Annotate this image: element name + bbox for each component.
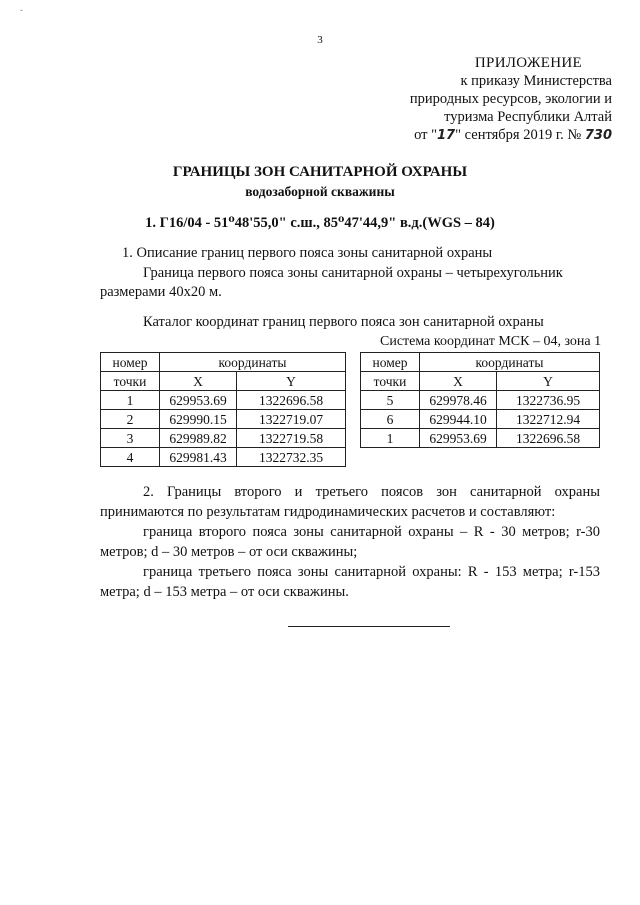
document-title: ГРАНИЦЫ ЗОН САНИТАРНОЙ ОХРАНЫ bbox=[172, 164, 468, 180]
cell-y: 1322719.07 bbox=[237, 410, 346, 429]
section2-para-3: граница третьего пояса зоны санитарной охраны: R - 153 метра; r-153 метра; d – 153 метра – от оси скважины. bbox=[100, 564, 600, 600]
header-point-top: номер bbox=[101, 353, 160, 372]
coordinates-table-left bbox=[100, 352, 346, 467]
date-middle: " сентября 2019 г. № bbox=[455, 127, 582, 143]
cell-x: 629990.15 bbox=[160, 410, 237, 429]
section1-line-1: Граница первого пояса зоны санитарной охраны – четырехугольник bbox=[143, 265, 563, 281]
header-point-top: номер bbox=[361, 353, 420, 372]
catalog-title: Каталог координат границ первого пояса зон санитарной охраны bbox=[143, 314, 544, 330]
table-row bbox=[101, 391, 346, 410]
table-row bbox=[361, 391, 600, 410]
handwritten-day: 17 bbox=[437, 128, 456, 143]
cell-point: 6 bbox=[361, 410, 420, 429]
cell-x: 629953.69 bbox=[420, 429, 497, 448]
cell-point: 1 bbox=[361, 429, 420, 448]
cell-y: 1322719.58 bbox=[237, 429, 346, 448]
table-row bbox=[361, 429, 600, 448]
header-y: Y bbox=[497, 372, 600, 391]
corner-mark: ˇ bbox=[20, 8, 23, 18]
header-y: Y bbox=[237, 372, 346, 391]
cell-y: 1322696.58 bbox=[237, 391, 346, 410]
cell-y: 1322712.94 bbox=[497, 410, 600, 429]
section2-para-1: 2. Границы второго и третьего поясов зон санитарной охраны принимаются по результатам гидродинамических расчетов и составляют: bbox=[100, 484, 600, 520]
page-number: 3 bbox=[317, 34, 323, 46]
cell-x: 629953.69 bbox=[160, 391, 237, 410]
header-x: X bbox=[160, 372, 237, 391]
date-prefix: от " bbox=[414, 127, 438, 143]
cell-x: 629978.46 bbox=[420, 391, 497, 410]
cell-point: 3 bbox=[101, 429, 160, 448]
coordinates-table-right bbox=[360, 352, 600, 448]
section1-heading: 1. Описание границ первого пояса зоны санитарной охраны bbox=[122, 245, 493, 261]
well-heading: 1. Г16/04 - 51⁰48'55,0" с.ш., 85⁰47'44,9" в.д.(WGS – 84) bbox=[145, 215, 495, 231]
cell-y: 1322696.58 bbox=[497, 429, 600, 448]
appendix-block bbox=[332, 54, 612, 145]
section2-para-2: граница второго пояса зоны санитарной охраны – R - 30 метров; r-30 метров; d – 30 метров – от оси скважины; bbox=[100, 524, 600, 560]
cell-x: 629981.43 bbox=[160, 448, 237, 467]
header-x: X bbox=[420, 372, 497, 391]
cell-point: 4 bbox=[101, 448, 160, 467]
coordinate-system: Система координат МСК – 04, зона 1 bbox=[380, 334, 602, 349]
cell-y: 1322736.95 bbox=[497, 391, 600, 410]
document-subtitle: водозаборной скважины bbox=[245, 184, 395, 199]
table-row bbox=[101, 429, 346, 448]
appendix-title: ПРИЛОЖЕНИЕ bbox=[474, 55, 582, 71]
section2-block bbox=[100, 482, 600, 602]
table-row bbox=[101, 410, 346, 429]
section1-line-2: размерами 40х20 м. bbox=[100, 284, 222, 300]
header-point-bottom: точки bbox=[101, 372, 160, 391]
cell-point: 5 bbox=[361, 391, 420, 410]
appendix-line-1: к приказу Министерства bbox=[460, 73, 612, 89]
handwritten-number: 730 bbox=[584, 128, 612, 143]
header-point-bottom: точки bbox=[361, 372, 420, 391]
cell-point: 2 bbox=[101, 410, 160, 429]
appendix-line-3: туризма Республики Алтай bbox=[444, 109, 612, 125]
header-coords: координаты bbox=[420, 353, 600, 372]
cell-point: 1 bbox=[101, 391, 160, 410]
header-coords: координаты bbox=[160, 353, 346, 372]
cell-x: 629989.82 bbox=[160, 429, 237, 448]
cell-y: 1322732.35 bbox=[237, 448, 346, 467]
appendix-date-line bbox=[332, 126, 612, 145]
separator-line bbox=[288, 626, 450, 627]
cell-x: 629944.10 bbox=[420, 410, 497, 429]
appendix-line-2: природных ресурсов, экологии и bbox=[409, 91, 612, 107]
table-row bbox=[361, 410, 600, 429]
table-row bbox=[101, 448, 346, 467]
